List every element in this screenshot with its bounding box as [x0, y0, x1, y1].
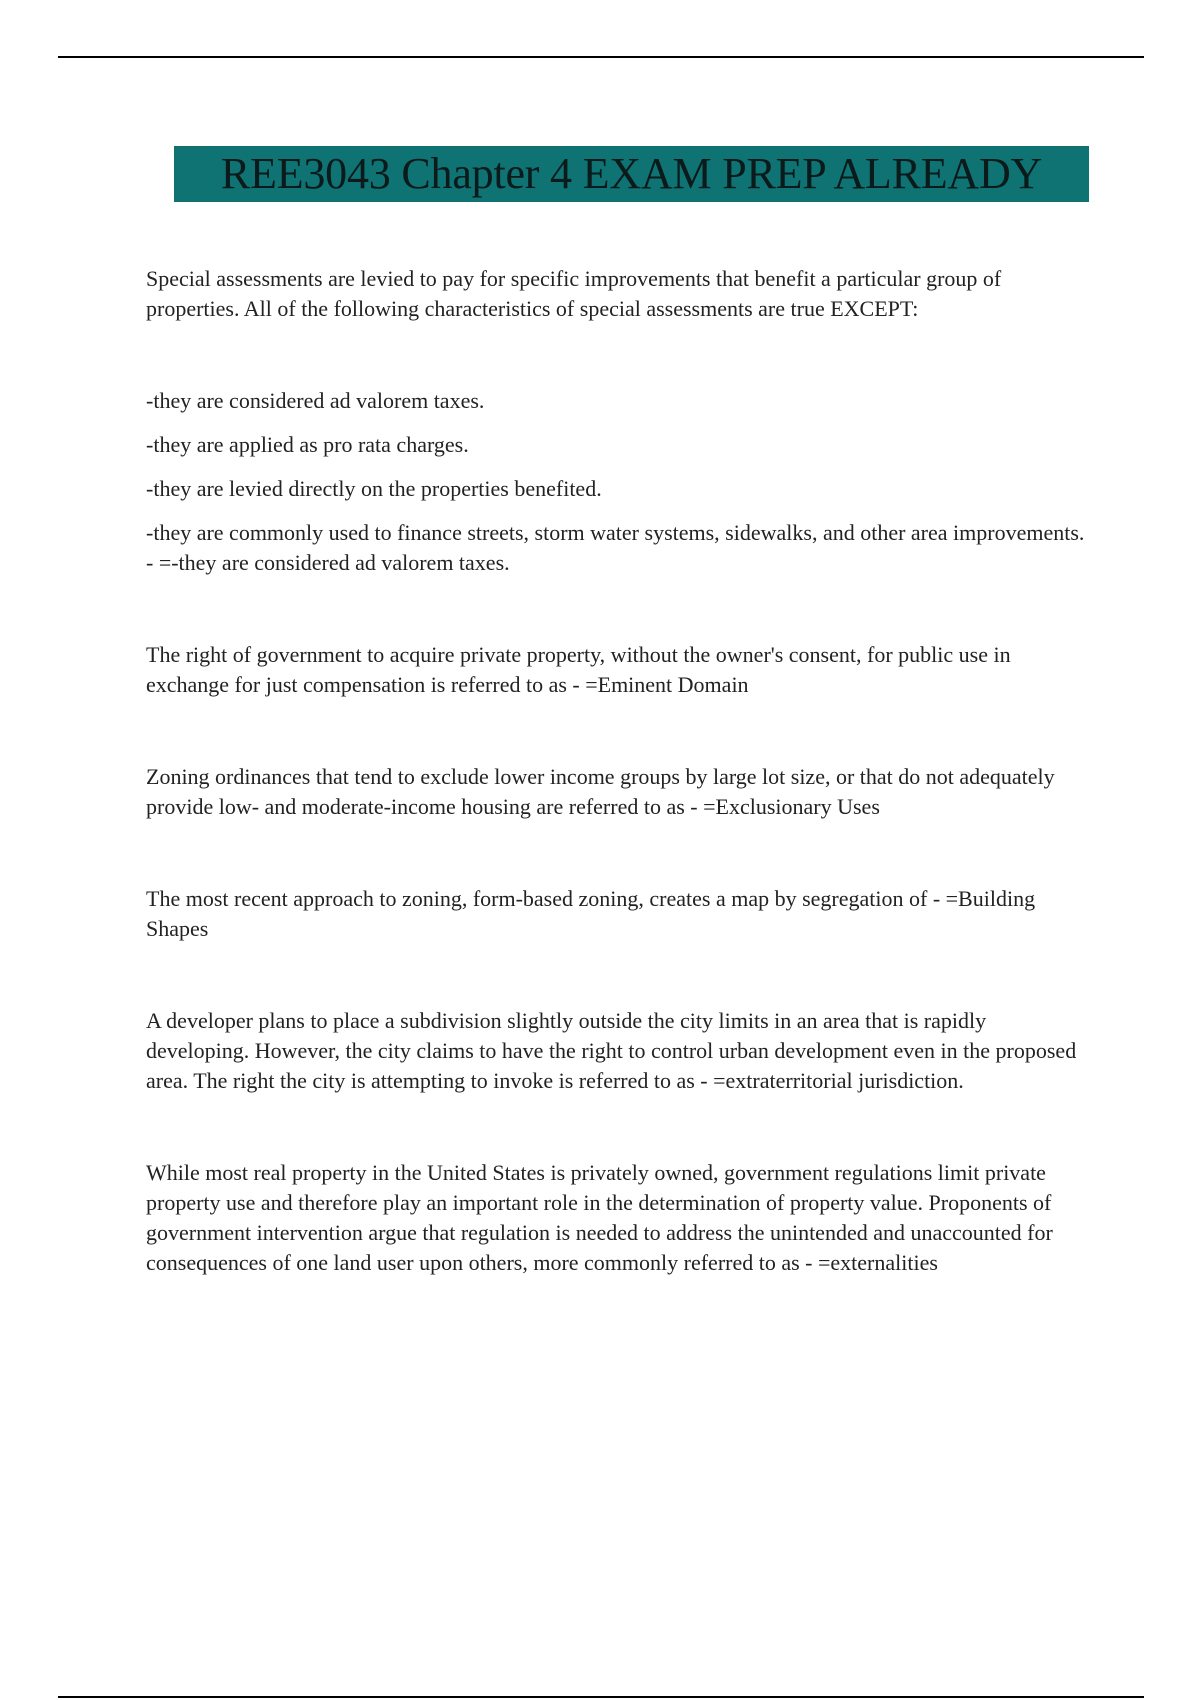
title-banner: [174, 146, 1089, 202]
document-title: REE3043 Chapter 4 EXAM PREP ALREADY: [220, 149, 1043, 198]
top-rule: [58, 56, 1144, 58]
question-prompt: Special assessments are levied to pay for specific improvements that benefit a particular group of properties. All of the following characteristics of special assessments are true EXCEPT:: [146, 266, 1002, 321]
answer-option: -they are commonly used to finance streets, storm water systems, sidewalks, and other area improvements. - =-they are considered ad valorem taxes.: [146, 520, 1085, 575]
question-answer: The right of government to acquire private property, without the owner's consent, for public use in exchange for just compensation is referred to as - =Eminent Domain: [146, 642, 1011, 697]
answer-option: -they are levied directly on the properties benefited.: [146, 476, 602, 501]
question-answer: Zoning ordinances that tend to exclude lower income groups by large lot size, or that do not adequately provide low- and moderate-income housing are referred to as - =Exclusionary Uses: [146, 764, 1055, 819]
question-answer: A developer plans to place a subdivision slightly outside the city limits in an area that is rapidly developing. However, the city claims to have the right to control urban development even in the proposed area. The right the city is attempting to invoke is referred to as - =extraterritorial jurisdiction.: [146, 1008, 1077, 1093]
bottom-rule: [58, 1696, 1144, 1698]
answer-option: -they are applied as pro rata charges.: [146, 432, 469, 457]
question-answer: While most real property in the United States is privately owned, government regulations limit private property use and therefore play an important role in the determination of property value. Proponents of government intervention argue that regulation is needed to address the unintended and unaccounted for consequences of one land user upon others, more commonly referred to as - =externalities: [146, 1160, 1053, 1275]
question-answer: The most recent approach to zoning, form-based zoning, creates a map by segregation of - =Building Shapes: [146, 886, 1036, 941]
answer-option: -they are considered ad valorem taxes.: [146, 388, 485, 413]
document-body: [146, 264, 1092, 1340]
